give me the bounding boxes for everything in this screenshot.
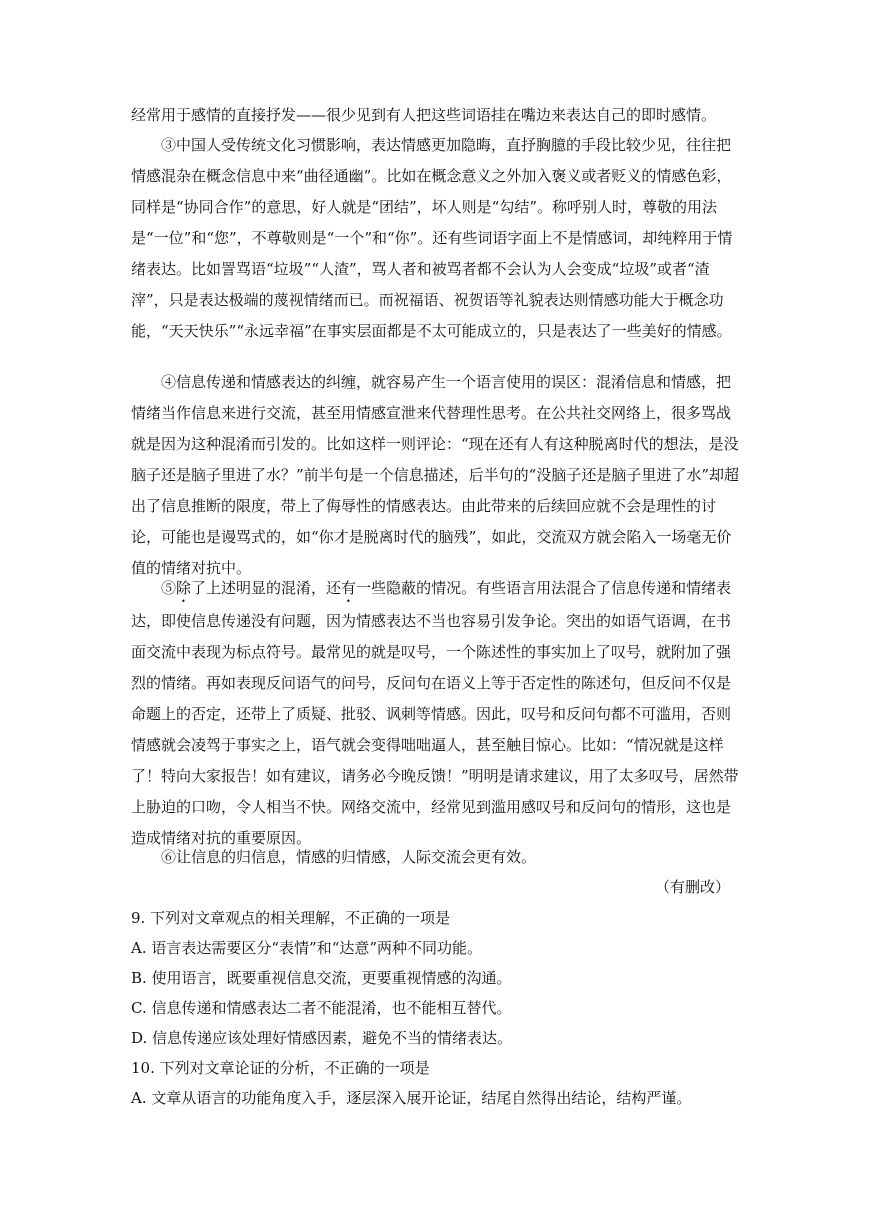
paragraph-5-prefix: ⑤ xyxy=(131,579,177,597)
question-9-option-d: D. 信息传递应该处理好情感因素，避免不当的情绪表达。 xyxy=(131,1029,513,1047)
emphasis-dot-char: 有 xyxy=(341,579,357,597)
paragraph-5-mid: 了上述明显的混淆，还 xyxy=(191,579,342,597)
paragraph-intro: 经常用于感情的直接抒发——很少见到有人把这些词语挂在嘴边来表达自己的即时感情。 xyxy=(131,106,717,124)
question-9-option-a: A. 语言表达需要区分“表情”和“达意”两种不同功能。 xyxy=(131,939,483,957)
paragraph-3: ③中国人受传统文化习惯影响，表达情感更加隐晦，直抒胸臆的手段比较少见，往往把情感混杂在概念信息中来“曲径通幽”。比如在概念意义之外加入褒义或者贬义的情感色彩，同样是“协同合作”的意思，好人就是“团结”，坏人则是“勾结”。称呼别人时，尊敬的用法是“一位”和“您”，不尊敬则是“一个”和“你”。还有些词语字面上不是情感词，却纯粹用于情绪表达。比如詈骂语“垃圾”“人渣”，骂人者和被骂者都不会认为人会变成“垃圾”或者“渣滓”，只是表达极端的蔑视情绪而已。而祝福语、祝贺语等礼貌表达则情感功能大于概念功能，“天天快乐”“永远幸福”在事实层面都是不太可能成立的，只是表达了一些美好的情感。 xyxy=(131,136,733,340)
question-10-option-a: A. 文章从语言的功能角度入手，逐层深入展开论证，结尾自然得出结论，结构严谨。 xyxy=(131,1089,692,1107)
paragraph-6: ⑥让信息的归信息，情感的归情感，人际交流会更有效。 xyxy=(131,848,537,866)
paragraph-5 xyxy=(131,573,739,854)
question-9-stem: 9. 下列对文章观点的相关理解，不正确的一项是 xyxy=(131,909,451,927)
paragraph-5-rest: 一些隐蔽的情况。有些语言用法混合了信息传递和情绪表达，即使信息传递没有问题，因为情感表达不当也容易引发争论。突出的如语气语调，在书面交流中表现为标点符号。最常见的就是叹号，一个陈述性的事实加上了叹号，就附加了强烈的情绪。再如表现反问语气的问号，反问句在语义上等于否定性的陈述句，但反问不仅是命题上的否定，还带上了质疑、批驳、讽刺等情感。因此，叹号和反问句都不可滥用，否则情感就会凌驾于事实之上，语气就会变得咄咄逼人，甚至触目惊心。比如：“情况就是这样了！特向大家报告！如有建议，请务必今晚反馈！”明明是请求建议，用了太多叹号，居然带上胁迫的口吻，令人相当不快。网络交流中，经常见到滥用感叹号和反问句的情形，这也是造成情绪对抗的重要原因。 xyxy=(131,579,739,847)
paragraph-4: ④信息传递和情感表达的纠缠，就容易产生一个语言使用的误区：混淆信息和情感，把情绪当作信息来进行交流，甚至用情感宣泄来代替理性思考。在公共社交网络上，很多骂战就是因为这种混淆而引发的。比如这样一则评论：“现在还有人有这种脱离时代的想法，是没脑子还是脑子里进了水？”前半句是一个信息描述，后半句的“没脑子还是脑子里进了水”却超出了信息推断的限度，带上了侮辱性的情感表达。由此带来的后续回应就不会是理性的讨论，可能也是谩骂式的，如“你才是脱离时代的脑残”，如此，交流双方就会陷入一场毫无价值的情绪对抗中。 xyxy=(131,373,740,577)
question-9-option-c: C. 信息传递和情感表达二者不能混淆，也不能相互替代。 xyxy=(131,999,512,1017)
emphasis-dot-char: 除 xyxy=(176,579,192,597)
source-note: （有删改） xyxy=(654,878,730,896)
question-10-stem: 10. 下列对文章论证的分析，不正确的一项是 xyxy=(131,1059,430,1077)
question-9-option-b: B. 使用语言，既要重视信息交流，更要重视情感的沟通。 xyxy=(131,969,512,987)
